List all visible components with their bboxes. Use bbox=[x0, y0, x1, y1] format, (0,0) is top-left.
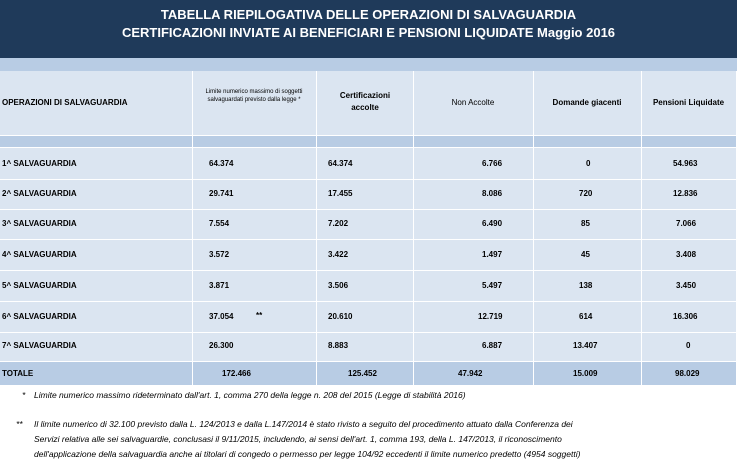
footnote-2-marker: ** bbox=[16, 419, 23, 429]
spacer-band-mid bbox=[0, 135, 737, 147]
cell-pensioni: 7.066 bbox=[676, 219, 697, 228]
spacer-band-top bbox=[0, 58, 737, 71]
row-label: 3^ SALVAGUARDIA bbox=[2, 219, 77, 228]
cell-certificazioni: 20.610 bbox=[328, 312, 353, 321]
cell-domande: 85 bbox=[581, 219, 590, 228]
cell-domande: 138 bbox=[579, 281, 593, 290]
title-line-1: TABELLA RIEPILOGATIVA DELLE OPERAZIONI DI SALVAGUARDIA bbox=[160, 7, 577, 22]
row-label: 1^ SALVAGUARDIA bbox=[2, 159, 77, 168]
cell-limite: 26.300 bbox=[209, 341, 234, 350]
total-non-accolte: 47.942 bbox=[458, 369, 483, 378]
column-header-non-accolte: Non Accolte bbox=[451, 98, 495, 107]
column-header-certificazioni: Certificazioni accolte bbox=[339, 91, 391, 112]
cell-non-accolte: 6.766 bbox=[482, 159, 503, 168]
footnote-1-marker: * bbox=[22, 390, 26, 400]
table-header-banner bbox=[0, 0, 737, 58]
cell-non-accolte: 8.086 bbox=[482, 189, 503, 198]
column-header-limite: Limite numerico massimo di soggetti salvaguardati previsto dalla legge * bbox=[205, 89, 303, 103]
cell-pensioni: 12.836 bbox=[673, 189, 698, 198]
cell-domande: 0 bbox=[586, 159, 591, 168]
cell-pensioni: 16.306 bbox=[673, 312, 698, 321]
cell-certificazioni: 3.422 bbox=[328, 250, 349, 259]
column-header-operazioni: OPERAZIONI DI SALVAGUARDIA bbox=[2, 98, 128, 107]
cell-certificazioni: 8.883 bbox=[328, 341, 349, 350]
cell-pensioni: 54.963 bbox=[673, 159, 698, 168]
cell-pensioni: 0 bbox=[686, 341, 691, 350]
cell-certificazioni: 17.455 bbox=[328, 189, 353, 198]
cell-pensioni: 3.408 bbox=[676, 250, 697, 259]
cell-certificazioni: 64.374 bbox=[328, 159, 353, 168]
table-row bbox=[0, 209, 737, 239]
row-label: 7^ SALVAGUARDIA bbox=[2, 341, 77, 350]
column-header-pensioni: Pensioni Liquidate bbox=[652, 98, 725, 107]
cell-limite: 7.554 bbox=[209, 219, 230, 228]
table-row bbox=[0, 301, 737, 332]
row-label: 4^ SALVAGUARDIA bbox=[2, 250, 77, 259]
row-label: 5^ SALVAGUARDIA bbox=[2, 281, 77, 290]
cell-certificazioni: 7.202 bbox=[328, 219, 349, 228]
cell-limite: 37.054 bbox=[209, 312, 234, 321]
total-pensioni: 98.029 bbox=[675, 369, 700, 378]
footnote-2-line-3: dell'applicazione della salvaguardia anche ai titolari di congedo o permesso per legge 104/92 eccedenti il limite numerico predetto (4954 soggetti) bbox=[34, 449, 581, 459]
cell-non-accolte: 6.490 bbox=[482, 219, 503, 228]
cell-pensioni: 3.450 bbox=[676, 281, 697, 290]
cell-domande: 13.407 bbox=[573, 341, 598, 350]
table-row bbox=[0, 332, 737, 361]
table-row bbox=[0, 270, 737, 301]
table-row bbox=[0, 179, 737, 209]
cell-limite: 3.871 bbox=[209, 281, 230, 290]
total-label: TOTALE bbox=[2, 369, 34, 378]
cell-non-accolte: 12.719 bbox=[478, 312, 503, 321]
cell-domande: 45 bbox=[581, 250, 590, 259]
table-row bbox=[0, 239, 737, 270]
footnote-2-line-1: Il limite numerico di 32.100 previsto dalla L. 124/2013 e dalla L.147/2014 è stato rivisto a seguito del procedimento attuato dalla Conferenza dei bbox=[34, 419, 573, 429]
cell-domande: 614 bbox=[579, 312, 593, 321]
cell-domande: 720 bbox=[579, 189, 593, 198]
footnote-1-text: Limite numerico massimo rideterminato dall'art. 1, comma 270 della legge n. 208 del 2015 (Legge di stabilità 2016) bbox=[34, 390, 466, 400]
cell-limite: 29.741 bbox=[209, 189, 234, 198]
cell-limite: 64.374 bbox=[209, 159, 234, 168]
footnote-marker: ** bbox=[256, 311, 263, 320]
footnote-2-line-2: Servizi relativa alle sei salvaguardie, conclusasi il 9/11/2015, includendo, ai sensi dell'art. 1, comma 193, della L. 147/2013, il riconoscimento bbox=[34, 434, 562, 444]
total-certificazioni: 125.452 bbox=[348, 369, 377, 378]
title-line-2: CERTIFICAZIONI INVIATE AI BENEFICIARI E PENSIONI LIQUIDATE Maggio 2016 bbox=[121, 25, 616, 40]
cell-certificazioni: 3.506 bbox=[328, 281, 349, 290]
cell-non-accolte: 5.497 bbox=[482, 281, 503, 290]
row-label: 2^ SALVAGUARDIA bbox=[2, 189, 77, 198]
cell-non-accolte: 6.887 bbox=[482, 341, 503, 350]
cell-limite: 3.572 bbox=[209, 250, 230, 259]
row-label: 6^ SALVAGUARDIA bbox=[2, 312, 77, 321]
total-limite: 172.466 bbox=[222, 369, 251, 378]
total-domande: 15.009 bbox=[573, 369, 598, 378]
cell-non-accolte: 1.497 bbox=[482, 250, 503, 259]
table-row bbox=[0, 147, 737, 179]
column-header-domande: Domande giacenti bbox=[552, 98, 622, 107]
